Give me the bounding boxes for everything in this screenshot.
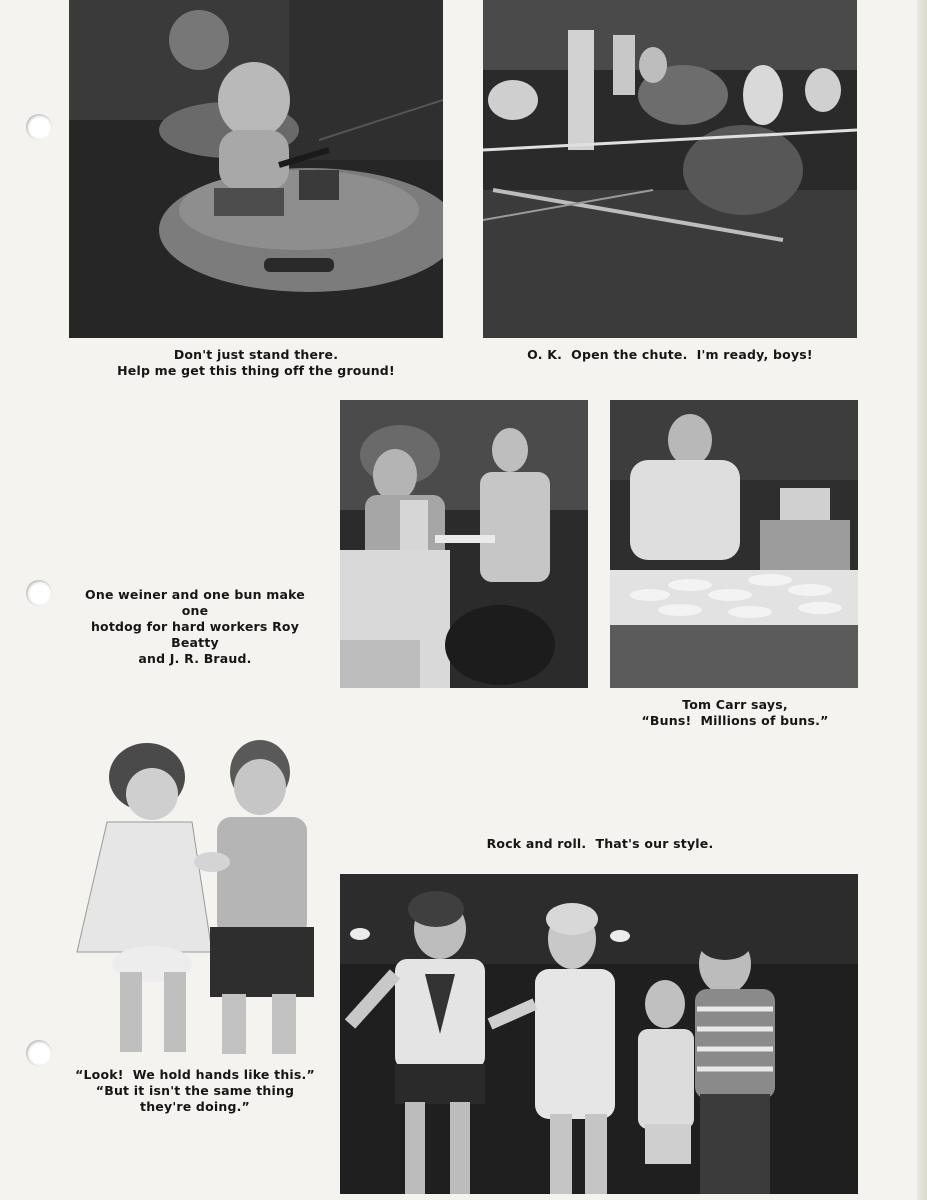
caption-line: they're doing.” xyxy=(140,1099,250,1114)
caption-line: “Look! We hold hands like this.” xyxy=(75,1067,315,1082)
caption-line: Tom Carr says, xyxy=(682,697,788,712)
caption-line: O. K. Open the chute. I'm ready, boys! xyxy=(527,347,813,362)
caption-line: and J. R. Braud. xyxy=(138,651,252,666)
caption-line: “Buns! Millions of buns.” xyxy=(641,713,829,728)
photo-kids-dancing xyxy=(340,874,858,1194)
caption-line: Rock and roll. That's our style. xyxy=(486,836,714,851)
photo-buns-table xyxy=(610,400,858,688)
binder-hole-top xyxy=(26,114,52,140)
binder-hole-bottom xyxy=(26,1040,52,1066)
caption-line: hotdog for hard workers Roy Beatty xyxy=(90,619,300,650)
photo-baby-in-toy-plane xyxy=(69,0,443,338)
caption-hotdog xyxy=(70,587,320,667)
caption-rock-and-roll xyxy=(470,836,730,852)
caption-pony-ride xyxy=(500,347,840,363)
caption-toddlers xyxy=(70,1067,320,1115)
photo-toddlers-holding-hands xyxy=(72,732,322,1060)
photo-pony-ride xyxy=(483,0,857,338)
caption-buns xyxy=(630,697,840,729)
photo-hotdog-workers xyxy=(340,400,588,688)
page-edge xyxy=(917,0,927,1200)
caption-line: One weiner and one bun make one xyxy=(85,587,305,618)
caption-line: Don't just stand there. xyxy=(173,347,339,362)
caption-line: Help me get this thing off the ground! xyxy=(117,363,395,378)
caption-line: “But it isn't the same thing xyxy=(95,1083,295,1098)
binder-hole-middle xyxy=(26,580,52,606)
caption-baby-plane xyxy=(100,347,412,379)
